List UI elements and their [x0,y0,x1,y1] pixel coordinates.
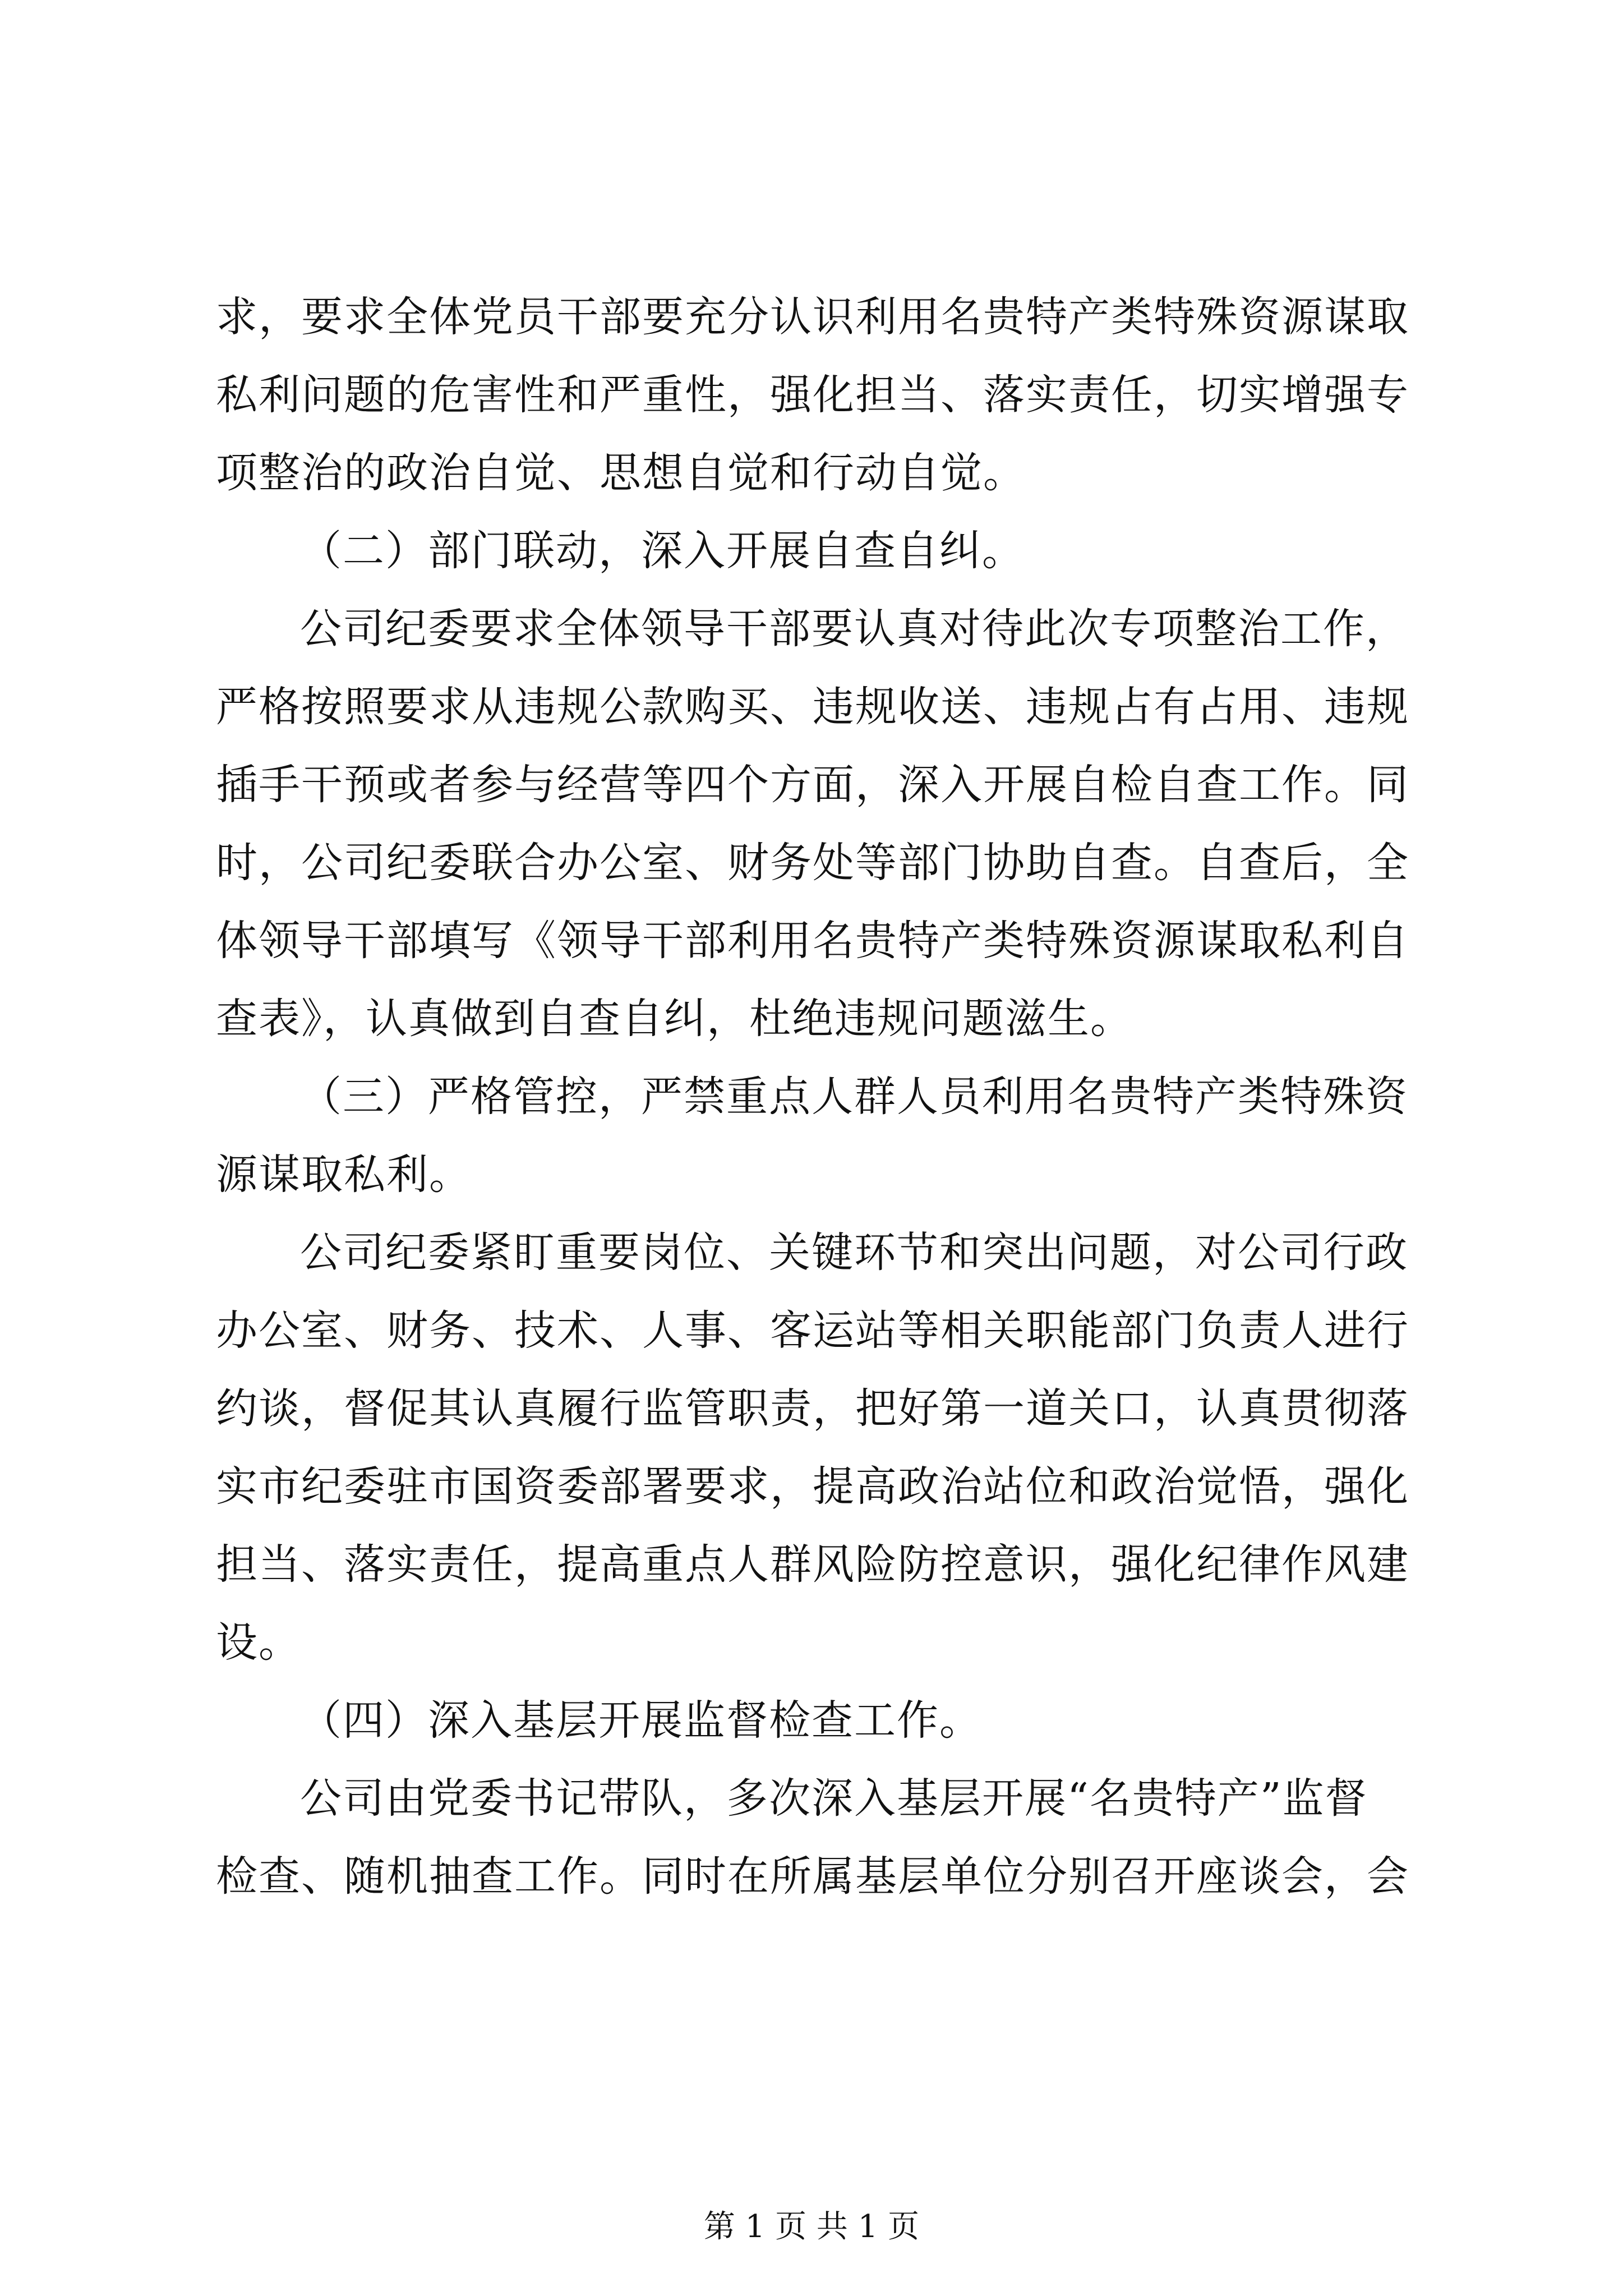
section-heading: （四）深入基层开展监督检查工作。 [300,1696,982,1745]
text-line: 项整治的政治自觉、思想自觉和行动自觉。 [216,449,1026,497]
section-heading: （二）部门联动，深入开展自查自纠。 [300,527,1025,575]
text-line: 体领导干部填写《领导干部利用名贵特产类特殊资源谋取私利自 [216,917,1409,965]
text-line: 严格按照要求从违规公款购买、违规收送、违规占有占用、违规 [216,683,1409,731]
text-line: 时，公司纪委联合办公室、财务处等部门协助自查。自查后，全 [216,839,1409,887]
text-line: 插手干预或者参与经营等四个方面，深入开展自检自查工作。同 [216,761,1409,809]
page-footer: 第 1 页 共 1 页 [703,2208,920,2245]
text-line: 约谈，督促其认真履行监管职责，把好第一道关口，认真贯彻落 [216,1384,1409,1433]
text-line: 求，要求全体党员干部要充分认识利用名贵特产类特殊资源谋取 [216,293,1409,341]
text-line: 实市纪委驻市国资委部署要求，提高政治站位和政治觉悟，强化 [216,1462,1409,1511]
text-line: 担当、落实责任，提高重点人群风险防控意识，强化纪律作风建 [216,1540,1409,1589]
text-line: 检查、随机抽查工作。同时在所属基层单位分别召开座谈会，会 [216,1852,1409,1901]
text-line: 查表》，认真做到自查自纠，杜绝违规问题滋生。 [216,995,1133,1043]
section-heading: （三）严格管控，严禁重点人群人员利用名贵特产类特殊资 [300,1073,1408,1121]
text-line: 公司纪委要求全体领导干部要认真对待此次专项整治工作， [300,605,1408,653]
text-line: 设。 [216,1618,301,1667]
text-line: 公司由党委书记带队，多次深入基层开展“名贵特产”监督 [300,1774,1368,1823]
section-heading: 源谋取私利。 [216,1151,472,1199]
text-line: 私利问题的危害性和严重性，强化担当、落实责任，切实增强专 [216,371,1409,419]
text-line: 办公室、财务、技术、人事、客运站等相关职能部门负责人进行 [216,1306,1409,1355]
text-line: 公司纪委紧盯重要岗位、关键环节和突出问题，对公司行政 [300,1228,1408,1277]
